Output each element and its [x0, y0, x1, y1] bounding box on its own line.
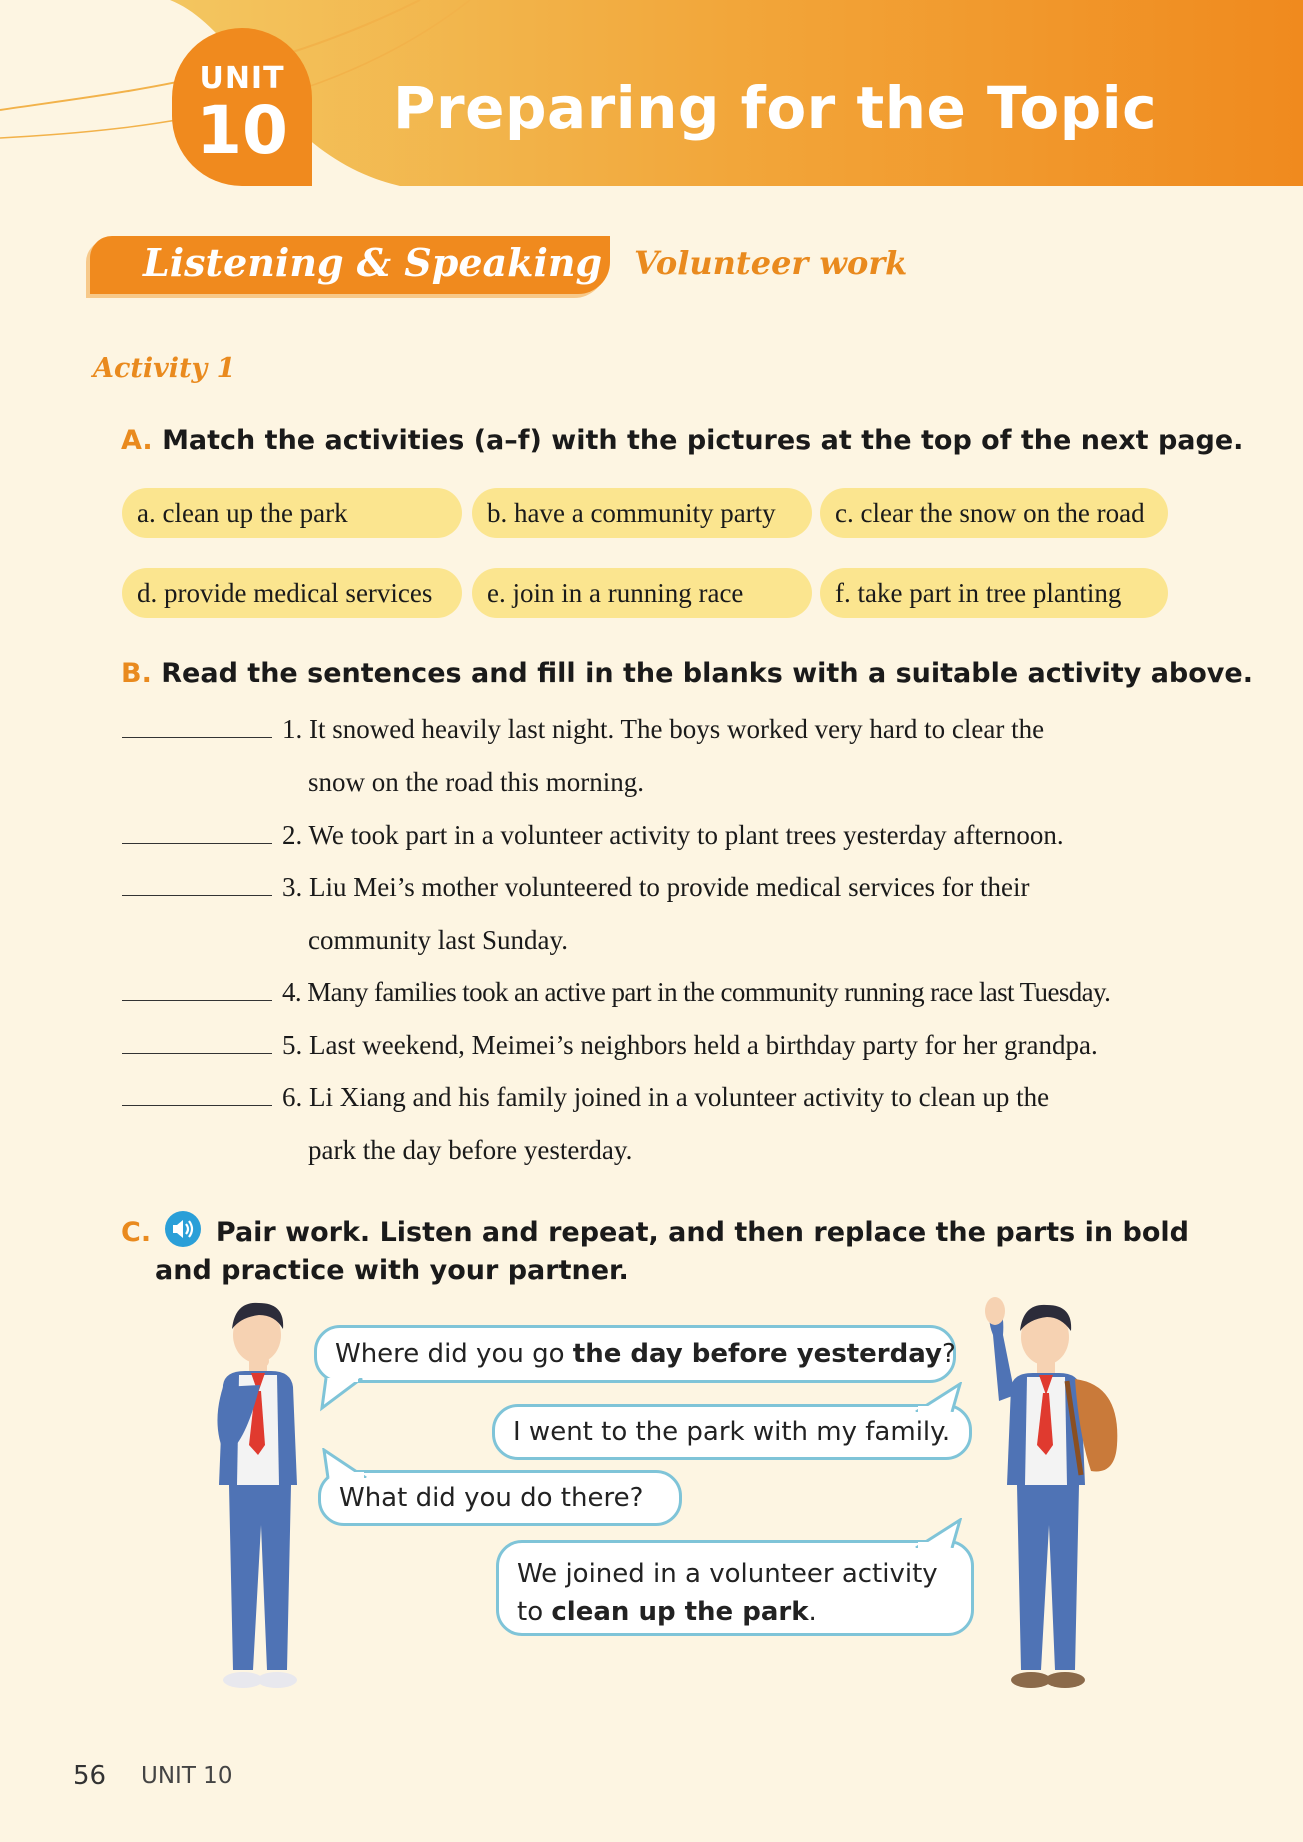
sentence-4-text: 4. Many families took an active part in the community running race last Tuesday.: [282, 977, 1111, 1007]
page-title: Preparing for the Topic: [393, 74, 1157, 142]
activity-option-c: c. clear the snow on the road: [820, 488, 1168, 538]
activity-option-e: e. join in a running race: [472, 568, 812, 618]
part-b-instruction: Read the sentences and fill in the blanks with a suitable activity above.: [161, 658, 1253, 689]
bubble-tail-q1: [318, 1378, 368, 1412]
sentence-row-3: [122, 872, 1030, 903]
part-c-heading: [121, 1210, 1189, 1248]
sentence-3-text: 3. Liu Mei’s mother volunteered to provide medical services for their: [282, 872, 1030, 902]
sentence-row-4: [122, 977, 1110, 1008]
a2-post: .: [808, 1597, 817, 1627]
bubble-tail-q2: [322, 1448, 372, 1478]
unit-badge: [172, 28, 312, 186]
answer-blank-5[interactable]: [122, 1033, 272, 1054]
sentence-3-continued: community last Sunday.: [308, 925, 568, 955]
speech-bubble-question-2: What did you do there?: [318, 1470, 682, 1526]
part-b-heading: [121, 658, 1253, 689]
part-a-instruction: Match the activities (a–f) with the pictures at the top of the next page.: [162, 425, 1244, 456]
part-a-heading: [121, 425, 1243, 456]
sentence-2-text: 2. We took part in a volunteer activity to plant trees yesterday afternoon.: [282, 820, 1064, 850]
part-c-instruction-line1: Pair work. Listen and repeat, and then replace the parts in bold: [215, 1217, 1189, 1248]
answer-blank-1[interactable]: [122, 717, 272, 738]
audio-speaker-icon[interactable]: [164, 1210, 202, 1248]
unit-number: 10: [196, 92, 288, 169]
a2-line2: [517, 1593, 953, 1631]
answer-blank-4[interactable]: [122, 980, 272, 1001]
speech-bubble-question-1: [314, 1325, 956, 1383]
sentence-1-text: 1. It snowed heavily last night. The boys worked very hard to clear the: [282, 714, 1045, 744]
a2-line1: We joined in a volunteer activity: [517, 1559, 938, 1589]
a2-pre: to: [517, 1597, 552, 1627]
sentence-6-continued: park the day before yesterday.: [308, 1135, 633, 1165]
sentence-row-6: [122, 1082, 1049, 1113]
activity-option-a: a. clean up the park: [122, 488, 462, 538]
part-c-instruction-line2: and practice with your partner.: [155, 1255, 629, 1286]
a2-bold: clean up the park: [551, 1597, 809, 1627]
sentence-6-text: 6. Li Xiang and his family joined in a volunteer activity to clean up the: [282, 1082, 1050, 1112]
part-b-letter: B.: [121, 658, 152, 689]
q1-pre: Where did you go: [335, 1339, 573, 1369]
part-c-letter: C.: [121, 1217, 152, 1248]
speech-bubble-answer-1: I went to the park with my family.: [492, 1404, 972, 1460]
student-boy-left-illustration: [205, 1295, 315, 1695]
page-number: 56: [73, 1761, 107, 1791]
section-tab-label: Listening & Speaking: [143, 240, 603, 285]
sentence-row-5: [122, 1030, 1098, 1061]
bubble-tail-a2: [912, 1518, 962, 1548]
sentence-1-continued: snow on the road this morning.: [308, 767, 644, 797]
activity-option-d: d. provide medical services: [122, 568, 462, 618]
sentence-row-1: [122, 714, 1044, 745]
sentence-row-2: [122, 820, 1064, 851]
footer-unit-label: UNIT 10: [141, 1763, 233, 1789]
answer-blank-6[interactable]: [122, 1085, 272, 1106]
section-subtitle: Volunteer work: [634, 244, 908, 282]
activity-option-b: b. have a community party: [472, 488, 812, 538]
student-boy-right-illustration: [975, 1295, 1125, 1695]
activity-option-f: f. take part in tree planting: [820, 568, 1168, 618]
answer-blank-2[interactable]: [122, 823, 272, 844]
sentence-5-text: 5. Last weekend, Meimei’s neighbors held a birthday party for her grandpa.: [282, 1030, 1098, 1060]
q1-bold: the day before yesterday: [572, 1339, 942, 1369]
part-a-letter: A.: [121, 425, 153, 456]
speech-bubble-answer-2: [496, 1540, 974, 1636]
bubble-tail-a1: [912, 1382, 962, 1412]
activity-label: Activity 1: [93, 353, 236, 384]
unit-word: UNIT: [199, 61, 285, 96]
answer-blank-3[interactable]: [122, 875, 272, 896]
q1-post: ?: [941, 1339, 956, 1369]
